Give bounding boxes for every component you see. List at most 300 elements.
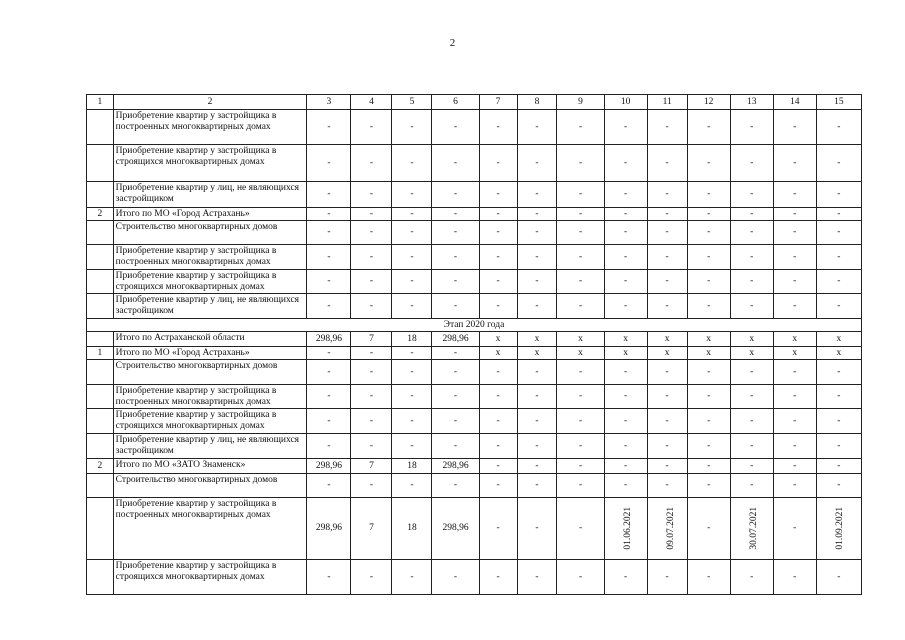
value-cell: - [479, 474, 517, 498]
value-cell: - [647, 360, 687, 385]
value-cell: - [773, 560, 816, 595]
row-description: Строительство многоквартирных домов [113, 474, 307, 498]
value-cell: - [816, 221, 861, 245]
value-cell: - [647, 560, 687, 595]
value-cell: - [517, 498, 557, 560]
value-cell: - [517, 385, 557, 409]
value-cell: - [773, 498, 816, 560]
header-cell: 5 [392, 95, 432, 110]
value-cell: - [773, 221, 816, 245]
value-cell: - [557, 498, 604, 560]
table-row [87, 208, 862, 221]
value-cell: - [557, 385, 604, 409]
page-number: 2 [449, 37, 456, 49]
value-cell: - [432, 434, 479, 459]
value-cell: - [604, 474, 647, 498]
row-number: 1 [87, 347, 114, 360]
value-cell: - [604, 221, 647, 245]
value-cell: - [687, 145, 730, 182]
value-cell: - [816, 474, 861, 498]
value-cell: - [647, 245, 687, 270]
value-cell: - [647, 459, 687, 474]
value-cell: - [351, 385, 392, 409]
value-cell: - [432, 245, 479, 270]
value-cell: 7 [351, 459, 392, 474]
row-number [87, 360, 114, 385]
value-cell: - [517, 221, 557, 245]
value-cell: - [773, 245, 816, 270]
value-cell: - [557, 182, 604, 208]
value-cell: - [816, 145, 861, 182]
table-row [87, 145, 862, 182]
value-cell: - [392, 347, 432, 360]
value-cell: - [604, 409, 647, 434]
row-description: Итого по МО «ЗАТО Знаменск» [113, 459, 307, 474]
value-cell: - [557, 434, 604, 459]
value-cell: - [307, 294, 351, 319]
value-cell: - [557, 360, 604, 385]
row-number [87, 145, 114, 182]
value-cell: - [479, 385, 517, 409]
value-cell: - [392, 182, 432, 208]
value-cell: - [687, 474, 730, 498]
row-description: Приобретение квартир у застройщика в строящихся многоквартирных домах [113, 560, 307, 595]
value-cell: - [517, 208, 557, 221]
value-cell: 298,96 [432, 498, 479, 560]
value-cell: - [351, 294, 392, 319]
value-cell: - [604, 434, 647, 459]
value-cell: - [730, 208, 773, 221]
stage-row [87, 319, 862, 332]
row-number [87, 270, 114, 294]
value-cell: - [517, 409, 557, 434]
value-cell: - [647, 221, 687, 245]
table-row [87, 459, 862, 474]
value-cell: - [816, 110, 861, 145]
value-cell: - [687, 110, 730, 145]
value-cell: - [479, 409, 517, 434]
value-cell: - [479, 498, 517, 560]
value-cell: - [687, 221, 730, 245]
value-cell: - [557, 245, 604, 270]
value-cell: - [517, 560, 557, 595]
header-cell: 3 [307, 95, 351, 110]
header-cell: 7 [479, 95, 517, 110]
value-cell: - [351, 182, 392, 208]
header-cell: 12 [687, 95, 730, 110]
value-cell: x [730, 347, 773, 360]
row-description: Строительство многоквартирных домов [113, 360, 307, 385]
row-number [87, 245, 114, 270]
value-cell: - [517, 459, 557, 474]
value-cell: - [816, 409, 861, 434]
value-cell: - [392, 245, 432, 270]
table-row [87, 409, 862, 434]
value-cell: - [687, 498, 730, 560]
value-cell: - [351, 208, 392, 221]
value-cell: - [432, 474, 479, 498]
value-cell: - [773, 294, 816, 319]
value-cell: - [392, 409, 432, 434]
value-cell: - [557, 270, 604, 294]
value-cell: - [687, 270, 730, 294]
row-number [87, 560, 114, 595]
date-value: 01.09.2021 [834, 507, 845, 550]
row-description: Приобретение квартир у застройщика в строящихся многоквартирных домах [113, 145, 307, 182]
table-row [87, 332, 862, 347]
value-cell: - [604, 145, 647, 182]
value-cell: - [479, 459, 517, 474]
value-cell: x [517, 332, 557, 347]
value-cell: - [816, 245, 861, 270]
value-cell: - [432, 409, 479, 434]
row-number: 2 [87, 459, 114, 474]
value-cell: - [307, 474, 351, 498]
row-number [87, 474, 114, 498]
value-cell: - [432, 347, 479, 360]
header-cell: 1 [87, 95, 114, 110]
value-cell: - [351, 110, 392, 145]
value-cell: - [517, 474, 557, 498]
date-value: 01.06.2021 [622, 507, 633, 550]
value-cell: - [307, 434, 351, 459]
row-number [87, 221, 114, 245]
value-cell: - [432, 560, 479, 595]
value-cell: - [816, 560, 861, 595]
row-description: Приобретение квартир у застройщика в строящихся многоквартирных домах [113, 270, 307, 294]
value-cell: - [432, 294, 479, 319]
date-value: 09.07.2021 [665, 507, 676, 550]
row-description: Итого по Астраханской области [113, 332, 307, 347]
value-cell: - [687, 409, 730, 434]
value-cell: - [351, 245, 392, 270]
value-cell: - [432, 110, 479, 145]
value-cell: - [517, 182, 557, 208]
value-cell: - [687, 560, 730, 595]
value-cell: - [647, 294, 687, 319]
value-cell: - [517, 145, 557, 182]
value-cell: - [392, 360, 432, 385]
value-cell: - [392, 110, 432, 145]
value-cell: - [773, 208, 816, 221]
header-cell: 2 [113, 95, 307, 110]
value-cell: - [604, 459, 647, 474]
value-cell: 18 [392, 332, 432, 347]
value-cell: - [392, 385, 432, 409]
value-cell: - [351, 360, 392, 385]
value-cell: - [604, 385, 647, 409]
value-cell: 7 [351, 332, 392, 347]
value-cell: x [687, 347, 730, 360]
value-cell: - [517, 245, 557, 270]
value-cell: - [816, 434, 861, 459]
value-cell: - [604, 270, 647, 294]
value-cell: 298,96 [307, 332, 351, 347]
value-cell: - [307, 182, 351, 208]
value-cell: - [392, 434, 432, 459]
value-cell [730, 498, 773, 560]
value-cell: - [604, 294, 647, 319]
value-cell: - [392, 474, 432, 498]
value-cell: - [351, 474, 392, 498]
value-cell: - [307, 409, 351, 434]
row-number [87, 385, 114, 409]
value-cell: - [816, 208, 861, 221]
value-cell: - [479, 294, 517, 319]
value-cell: x [647, 347, 687, 360]
value-cell: - [604, 208, 647, 221]
value-cell: - [730, 145, 773, 182]
value-cell: - [307, 208, 351, 221]
value-cell: - [432, 208, 479, 221]
value-cell: - [307, 360, 351, 385]
value-cell: x [647, 332, 687, 347]
value-cell: - [730, 459, 773, 474]
value-cell: - [432, 145, 479, 182]
header-cell: 11 [647, 95, 687, 110]
value-cell: - [687, 208, 730, 221]
value-cell: - [773, 409, 816, 434]
value-cell: - [392, 145, 432, 182]
value-cell: - [557, 560, 604, 595]
value-cell: - [557, 145, 604, 182]
table-row [87, 294, 862, 319]
value-cell: x [816, 347, 861, 360]
value-cell: x [557, 332, 604, 347]
value-cell: - [773, 145, 816, 182]
value-cell: - [307, 347, 351, 360]
value-cell: x [773, 347, 816, 360]
row-number [87, 332, 114, 347]
value-cell: - [816, 294, 861, 319]
table-row [87, 498, 862, 560]
value-cell: - [557, 294, 604, 319]
value-cell: - [479, 182, 517, 208]
table-row [87, 560, 862, 595]
value-cell: - [307, 245, 351, 270]
value-cell: x [517, 347, 557, 360]
row-description: Итого по МО «Город Астрахань» [113, 208, 307, 221]
value-cell: x [730, 332, 773, 347]
value-cell: - [351, 409, 392, 434]
value-cell: - [687, 294, 730, 319]
value-cell: - [647, 409, 687, 434]
value-cell: 18 [392, 498, 432, 560]
value-cell: - [351, 221, 392, 245]
value-cell: - [647, 110, 687, 145]
value-cell: - [730, 560, 773, 595]
value-cell: - [730, 245, 773, 270]
value-cell: - [816, 360, 861, 385]
value-cell: - [730, 221, 773, 245]
date-value: 30.07.2021 [748, 507, 759, 550]
value-cell: - [307, 270, 351, 294]
value-cell: - [432, 270, 479, 294]
value-cell: - [392, 270, 432, 294]
value-cell [604, 498, 647, 560]
value-cell: - [730, 434, 773, 459]
value-cell: x [687, 332, 730, 347]
value-cell: - [392, 560, 432, 595]
table-row [87, 110, 862, 145]
value-cell: - [307, 560, 351, 595]
value-cell: - [432, 360, 479, 385]
header-cell: 15 [816, 95, 861, 110]
value-cell: - [730, 270, 773, 294]
table-row [87, 474, 862, 498]
value-cell: - [307, 385, 351, 409]
value-cell: - [351, 434, 392, 459]
value-cell: - [687, 385, 730, 409]
value-cell: - [647, 385, 687, 409]
value-cell: - [432, 221, 479, 245]
table-row [87, 182, 862, 208]
value-cell: x [604, 347, 647, 360]
value-cell: 298,96 [432, 459, 479, 474]
table-row [87, 434, 862, 459]
value-cell [647, 498, 687, 560]
value-cell: - [351, 145, 392, 182]
row-number [87, 434, 114, 459]
value-cell: - [687, 360, 730, 385]
value-cell: - [604, 245, 647, 270]
value-cell: - [351, 347, 392, 360]
row-description: Приобретение квартир у лиц, не являющихся застройщиком [113, 294, 307, 319]
value-cell: - [687, 182, 730, 208]
value-cell: - [479, 270, 517, 294]
row-number [87, 110, 114, 145]
value-cell: - [816, 182, 861, 208]
row-description: Приобретение квартир у застройщика в построенных многоквартирных домах [113, 110, 307, 145]
value-cell: - [479, 434, 517, 459]
value-cell: 7 [351, 498, 392, 560]
value-cell: 18 [392, 459, 432, 474]
value-cell: - [773, 360, 816, 385]
value-cell: - [773, 270, 816, 294]
value-cell: - [557, 409, 604, 434]
value-cell: - [647, 182, 687, 208]
value-cell [816, 498, 861, 560]
value-cell: - [730, 294, 773, 319]
value-cell: - [647, 145, 687, 182]
row-number [87, 498, 114, 560]
value-cell: - [517, 294, 557, 319]
value-cell: - [730, 110, 773, 145]
header-cell: 9 [557, 95, 604, 110]
value-cell: - [392, 208, 432, 221]
value-cell: - [773, 385, 816, 409]
value-cell: - [479, 208, 517, 221]
value-cell: - [392, 294, 432, 319]
value-cell: - [479, 245, 517, 270]
value-cell: - [773, 474, 816, 498]
value-cell: 298,96 [307, 498, 351, 560]
value-cell: x [773, 332, 816, 347]
value-cell: - [604, 560, 647, 595]
value-cell: - [604, 182, 647, 208]
value-cell: - [557, 208, 604, 221]
value-cell: - [432, 182, 479, 208]
value-cell: - [816, 385, 861, 409]
row-description: Приобретение квартир у застройщика в строящихся многоквартирных домах [113, 409, 307, 434]
value-cell: - [557, 221, 604, 245]
value-cell: - [687, 434, 730, 459]
value-cell: - [730, 474, 773, 498]
value-cell: - [517, 360, 557, 385]
stage-label: Этап 2020 года [87, 319, 862, 332]
value-cell: - [479, 360, 517, 385]
value-cell: x [816, 332, 861, 347]
table-row [87, 270, 862, 294]
value-cell: 298,96 [307, 459, 351, 474]
value-cell: - [479, 110, 517, 145]
value-cell: - [479, 221, 517, 245]
value-cell: - [517, 434, 557, 459]
row-description: Приобретение квартир у застройщика в построенных многоквартирных домах [113, 385, 307, 409]
value-cell: - [773, 182, 816, 208]
value-cell: - [557, 110, 604, 145]
value-cell: - [647, 474, 687, 498]
header-cell: 6 [432, 95, 479, 110]
header-cell: 14 [773, 95, 816, 110]
value-cell: x [557, 347, 604, 360]
row-number [87, 294, 114, 319]
value-cell: - [479, 560, 517, 595]
value-cell: 298,96 [432, 332, 479, 347]
table-row [87, 385, 862, 409]
value-cell: - [730, 409, 773, 434]
header-row [87, 95, 862, 110]
value-cell: - [687, 245, 730, 270]
row-description: Итого по МО «Город Астрахань» [113, 347, 307, 360]
value-cell: - [730, 360, 773, 385]
value-cell: - [647, 270, 687, 294]
row-number [87, 409, 114, 434]
value-cell: x [479, 347, 517, 360]
row-number [87, 182, 114, 208]
value-cell: x [604, 332, 647, 347]
value-cell: - [307, 110, 351, 145]
table-row [87, 221, 862, 245]
value-cell: - [773, 459, 816, 474]
value-cell: - [351, 560, 392, 595]
value-cell: - [816, 270, 861, 294]
row-description: Приобретение квартир у лиц, не являющихся застройщиком [113, 434, 307, 459]
header-cell: 10 [604, 95, 647, 110]
value-cell: - [557, 474, 604, 498]
table-row [87, 245, 862, 270]
row-description: Строительство многоквартирных домов [113, 221, 307, 245]
header-cell: 13 [730, 95, 773, 110]
row-description: Приобретение квартир у лиц, не являющихся застройщиком [113, 182, 307, 208]
table-row [87, 347, 862, 360]
value-cell: - [432, 385, 479, 409]
value-cell: - [647, 208, 687, 221]
value-cell: - [816, 459, 861, 474]
data-table [86, 94, 862, 595]
value-cell: - [730, 385, 773, 409]
row-number: 2 [87, 208, 114, 221]
value-cell: - [604, 110, 647, 145]
header-cell: 8 [517, 95, 557, 110]
value-cell: x [479, 332, 517, 347]
header-cell: 4 [351, 95, 392, 110]
value-cell: - [392, 221, 432, 245]
value-cell: - [307, 145, 351, 182]
row-description: Приобретение квартир у застройщика в построенных многоквартирных домах [113, 245, 307, 270]
row-description: Приобретение квартир у застройщика в построенных многоквартирных домах [113, 498, 307, 560]
value-cell: - [773, 434, 816, 459]
